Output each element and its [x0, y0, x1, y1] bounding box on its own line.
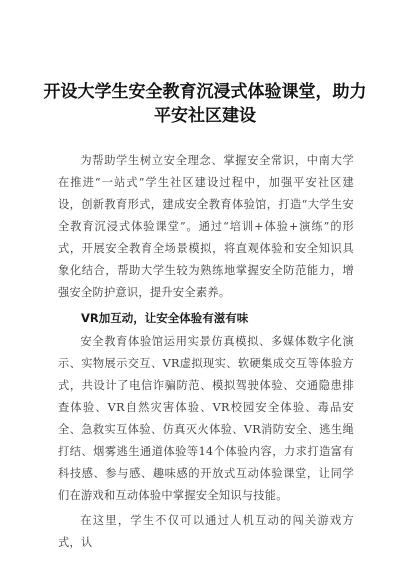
document-title: 开设大学生安全教育沉浸式体验课堂，助力平安社区建设	[43, 82, 367, 126]
section-heading: VR加互动，让安全体验有滋有味	[81, 311, 249, 325]
closing-paragraph: 在这里，学生不仅可以通过人机互动的闯关游戏方式，认	[58, 514, 354, 549]
section-paragraph: 安全教育体验馆运用实景仿真模拟、多媒体数字化演示、实物展示交互、VR虚拟现实、软硬集成交互等体验方式，共设计了电信诈骗防范、模拟驾驶体验、交通隐患排查体验、VR自然灾害体验、VR校园安全体验、毒品安全、急救实互体验、仿真灭火体验、VR消防安全、逃生绳打结、烟雾逃生通道体验等14个体验内容，力求打造富有科技感、参与感、趣味感的开放式互动体验课堂，让同学们在游戏和互动体验中掌握安全知识与技能。	[58, 335, 354, 502]
intro-paragraph: 为帮助学生树立安全理念、掌握安全常识，中南大学在推进“一站式”学生社区建设过程中，加强平安社区建设，创新教育形式，建成安全教育体验馆，打造“大学生安全教育沉浸式体验课堂”。通过“培训+体验+演练”的形式，开展安全教育全场景模拟，将直观体验和安全知识具象化结合，帮助大学生较为熟练地掌握安全防范能力，增强安全防护意识，提升安全素养。	[58, 154, 354, 299]
document-body	[58, 150, 354, 554]
